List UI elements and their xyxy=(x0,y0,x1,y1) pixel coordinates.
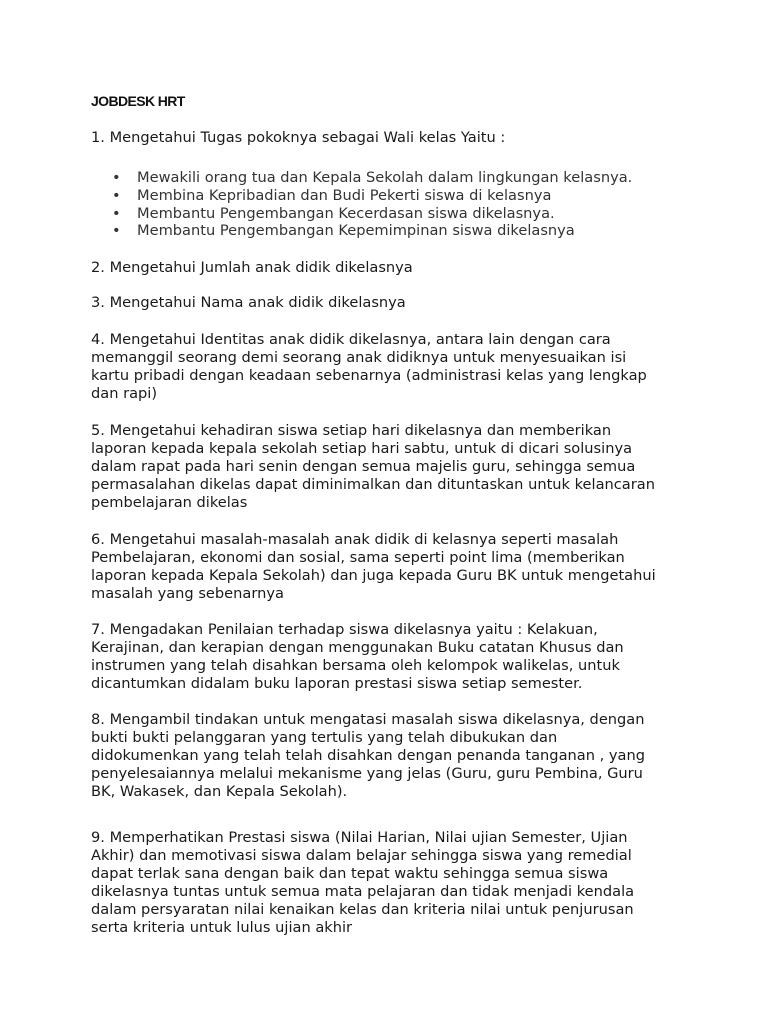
paragraph-line: laporan kepada kepala sekolah setiap hari sabtu, untuk di dicari solusinya xyxy=(91,440,633,458)
paragraph-line: didokumenkan yang telah telah disahkan dengan penanda tanganan , yang xyxy=(91,747,645,765)
paragraph-line: 8. Mengambil tindakan untuk mengatasi masalah siswa dikelasnya, dengan xyxy=(91,711,645,728)
paragraph-5 xyxy=(91,422,655,512)
document-title: JOBDESK HRT xyxy=(91,93,185,109)
paragraph-line: serta kriteria untuk lulus ujian akhir xyxy=(91,919,353,937)
bullet-item: • Mewakili orang tua dan Kepala Sekolah dalam lingkungan kelasnya. xyxy=(110,169,632,187)
bullet-item: • Membantu Pengembangan Kepemimpinan siswa dikelasnya xyxy=(110,222,632,240)
paragraph-2 xyxy=(91,259,413,277)
paragraph-line: pembelajaran dikelas xyxy=(91,494,248,512)
paragraph-4 xyxy=(91,331,647,403)
paragraph-line: 3. Mengetahui Nama anak didik dikelasnya xyxy=(91,294,406,311)
paragraph-line: laporan kepada Kepala Sekolah) dan juga kepada Guru BK untuk mengetahui xyxy=(91,567,656,585)
paragraph-line: 4. Mengetahui Identitas anak didik dikelasnya, antara lain dengan cara xyxy=(91,331,611,348)
paragraph-line: 1. Mengetahui Tugas pokoknya sebagai Wali kelas Yaitu : xyxy=(91,129,506,146)
paragraph-line: memanggil seorang demi seorang anak didiknya untuk menyesuaikan isi xyxy=(91,349,627,367)
paragraph-line: BK, Wakasek, dan Kepala Sekolah). xyxy=(91,783,348,801)
paragraph-7 xyxy=(91,621,624,693)
paragraph-line: 7. Mengadakan Penilaian terhadap siswa dikelasnya yaitu : Kelakuan, xyxy=(91,621,598,638)
paragraph-line: dikelasnya tuntas untuk semua mata pelajaran dan tidak menjadi kendala xyxy=(91,883,635,901)
paragraph-line: bukti bukti pelanggaran yang tertulis yang telah dibukukan dan xyxy=(91,729,558,747)
paragraph-line: 6. Mengetahui masalah-masalah anak didik di kelasnya seperti masalah xyxy=(91,531,619,548)
paragraph-8 xyxy=(91,711,645,801)
paragraph-9 xyxy=(91,829,634,938)
paragraph-line: instrumen yang telah disahkan bersama oleh kelompok walikelas, untuk xyxy=(91,657,620,675)
paragraph-line: masalah yang sebenarnya xyxy=(91,585,284,603)
paragraph-line: permasalahan dikelas dapat diminimalkan dan dituntaskan untuk kelancaran xyxy=(91,476,655,494)
duty-bullet-list xyxy=(110,169,632,240)
paragraph-line: dalam persyaratan nilai kenaikan kelas dan kriteria nilai untuk penjurusan xyxy=(91,901,634,919)
paragraph-line: Kerajinan, dan kerapian dengan menggunakan Buku catatan Khusus dan xyxy=(91,639,624,657)
paragraph-line: dapat terlak sana dengan baik dan tepat waktu sehingga semua siswa xyxy=(91,865,609,883)
paragraph-line: kartu pribadi dengan keadaan sebenarnya (administrasi kelas yang lengkap xyxy=(91,367,647,385)
bullet-item: • Membina Kepribadian dan Budi Pekerti siswa di kelasnya xyxy=(110,187,632,205)
bullet-item: • Membantu Pengembangan Kecerdasan siswa dikelasnya. xyxy=(110,205,632,223)
paragraph-line: 9. Memperhatikan Prestasi siswa (Nilai Harian, Nilai ujian Semester, Ujian xyxy=(91,829,628,846)
paragraph-line: Akhir) dan memotivasi siswa dalam belajar sehingga siswa yang remedial xyxy=(91,847,632,865)
paragraph-line: 5. Mengetahui kehadiran siswa setiap hari dikelasnya dan memberikan xyxy=(91,422,612,439)
paragraph-line: dicantumkan didalam buku laporan prestasi siswa setiap semester. xyxy=(91,675,583,693)
paragraph-1 xyxy=(91,129,505,147)
paragraph-line: Pembelajaran, ekonomi dan sosial, sama seperti point lima (memberikan xyxy=(91,549,625,567)
paragraph-line: penyelesaiannya melalui mekanisme yang jelas (Guru, guru Pembina, Guru xyxy=(91,765,643,783)
paragraph-line: dan rapi) xyxy=(91,385,158,403)
paragraph-line: 2. Mengetahui Jumlah anak didik dikelasnya xyxy=(91,259,413,276)
paragraph-3 xyxy=(91,294,406,312)
paragraph-line: dalam rapat pada hari senin dengan semua majelis guru, sehingga semua xyxy=(91,458,636,476)
paragraph-6 xyxy=(91,531,656,603)
